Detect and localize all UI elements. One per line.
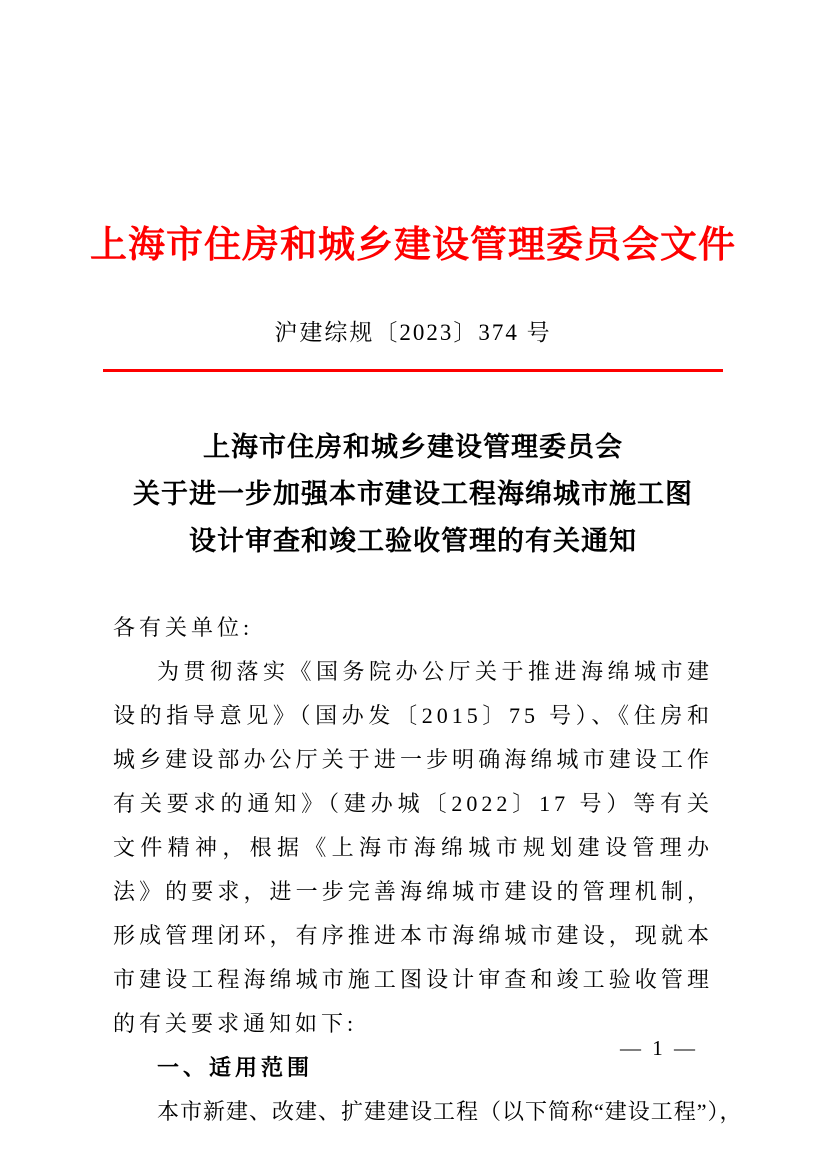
section-heading-1: 一、适用范围 [157,1055,314,1080]
document-title-line1: 上海市住房和城乡建设管理委员会 [203,432,623,462]
salutation: 各有关单位: [113,615,254,640]
document-title-line2: 关于进一步加强本市建设工程海绵城市施工图 [133,479,693,509]
section-text-1: 本市新建、改建、扩建建设工程（以下简称“建设工程”）， [157,1099,743,1124]
document-header-org-title: 上海市住房和城乡建设管理委员会文件 [90,225,736,266]
document-title-line3: 设计审查和竣工验收管理的有关通知 [189,526,637,556]
body-paragraph-1: 为贯彻落实《国务院办公厅关于推进海绵城市建设的指导意见》（国办发〔2015〕75 号）、《住房和城乡建设部办公厅关于进一步明确海绵城市建设工作有关要求的通知》（建办城〔2022〕17 号）等有关文件精神，根据《上海市海绵城市规划建设管理办法》的要求，进一步完善海绵城市建设的管理机制，形成管理闭环，有序推进本市海绵城市建设，现就本市建设工程海绵城市施工图设计审查和竣工验收管理的有关要求通知如下: [113,659,713,1036]
page-number: — 1 — [620,1036,698,1060]
header-divider-line [103,369,723,372]
document-number: 沪建综规〔2023〕374 号 [274,320,552,345]
document-title [0,424,826,565]
